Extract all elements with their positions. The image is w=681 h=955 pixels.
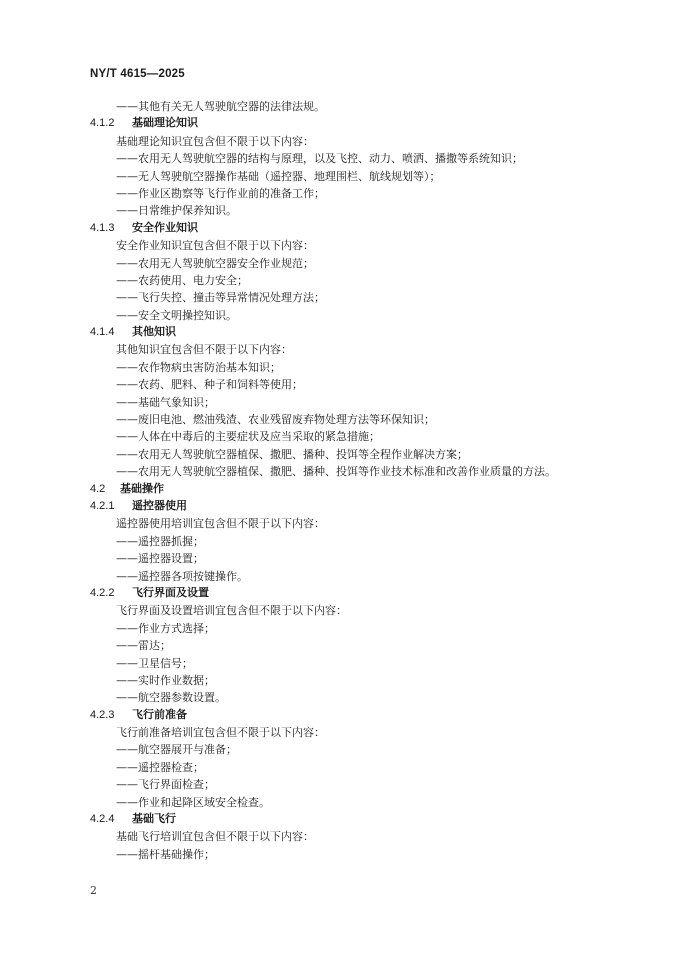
section-number: 4.2.4 [90, 813, 115, 826]
section-title: 飞行前准备 [132, 708, 187, 721]
section-title: 安全作业知识 [132, 221, 198, 234]
section-number: 4.2 [90, 482, 106, 495]
section-title: 飞行界面及设置 [132, 586, 209, 599]
list-item: ——农用无人驾驶航空器的结构与原理，以及飞控、动力、喷洒、播撒等系统知识； [116, 152, 523, 166]
section-heading [90, 498, 610, 515]
page-number: 2 [90, 884, 97, 897]
list-item: ——航空器展开与准备； [116, 743, 237, 757]
section-number: 4.2.1 [90, 499, 115, 512]
section-number: 4.1.2 [90, 117, 115, 130]
intro-paragraph: 安全作业知识宜包含但不限于以下内容： [116, 239, 314, 253]
section-title: 其他知识 [132, 326, 176, 339]
list-item: ——航空器参数设置。 [116, 691, 226, 705]
section-title: 基础飞行 [132, 813, 176, 826]
section-number: 4.1.4 [90, 326, 115, 339]
intro-paragraph: 其他知识宜包含但不限于以下内容： [116, 343, 292, 357]
list-item: ——农用无人驾驶航空器安全作业规范； [116, 256, 314, 270]
list-item: ——安全文明操控知识。 [116, 308, 237, 322]
list-item: ——废旧电池、燃油残渣、农业残留废弃物处理方法等环保知识； [116, 413, 435, 427]
list-item: ——农用无人驾驶航空器植保、撒肥、播种、投饵等全程作业解决方案； [116, 447, 468, 461]
list-item: ——其他有关无人驾驶航空器的法律法规。 [116, 100, 325, 113]
section-heading [90, 811, 610, 828]
intro-paragraph: 飞行前准备培训宜包含但不限于以下内容： [116, 726, 325, 740]
intro-paragraph: 飞行界面及设置培训宜包含但不限于以下内容： [116, 604, 347, 618]
list-item: ——日常维护保养知识。 [116, 204, 237, 218]
document-id: NY/T 4615—2025 [90, 68, 185, 80]
list-item: ——遥控器检查； [116, 760, 204, 774]
list-item: ——农药使用、电力安全； [116, 273, 248, 287]
intro-paragraph: 基础飞行培训宜包含但不限于以下内容： [116, 830, 314, 844]
section-number: 4.2.2 [90, 586, 115, 599]
list-item: ——雷达； [116, 639, 171, 653]
list-item: ——遥控器设置； [116, 552, 204, 566]
list-item: ——作业区勘察等飞行作业前的准备工作； [116, 186, 325, 200]
list-item: ——卫星信号； [116, 656, 193, 670]
list-item: ——农用无人驾驶航空器植保、撒肥、播种、投饵等作业技术标准和改善作业质量的方法。 [116, 465, 556, 479]
list-item: ——无人驾驶航空器操作基础（遥控器、地理围栏、航线规划等）； [116, 169, 441, 183]
section-title: 基础理论知识 [132, 117, 198, 130]
list-item: ——基础气象知识； [116, 395, 215, 409]
section-title: 遥控器使用 [132, 499, 187, 512]
list-item: ——遥控器抓握； [116, 534, 204, 548]
list-item: ——农药、肥料、种子和饲料等使用； [116, 378, 303, 392]
intro-paragraph: 基础理论知识宜包含但不限于以下内容： [116, 134, 314, 148]
document-body [90, 98, 610, 863]
section-number: 4.1.3 [90, 221, 115, 234]
list-item: ——农作物病虫害防治基本知识； [116, 360, 281, 374]
section-number: 4.2.3 [90, 708, 115, 721]
list-item: ——遥控器各项按键操作。 [116, 569, 248, 583]
section-heading [90, 481, 610, 498]
list-item: ——实时作业数据； [116, 673, 215, 687]
list-item: ——飞行失控、撞击等异常情况处理方法； [116, 291, 325, 305]
section-heading [90, 585, 610, 602]
section-heading [90, 707, 610, 724]
list-item: ——人体在中毒后的主要症状及应当采取的紧急措施； [116, 430, 380, 444]
intro-paragraph: 遥控器使用培训宜包含但不限于以下内容： [116, 517, 325, 531]
list-item: ——摇杆基础操作； [116, 847, 215, 861]
section-heading [90, 115, 610, 132]
section-title: 基础操作 [120, 482, 164, 495]
list-item: ——作业方式选择； [116, 621, 215, 635]
list-item: ——作业和起降区域安全检查。 [116, 795, 270, 809]
list-item: ——飞行界面检查； [116, 778, 215, 792]
section-heading [90, 220, 610, 237]
section-heading [90, 324, 610, 341]
